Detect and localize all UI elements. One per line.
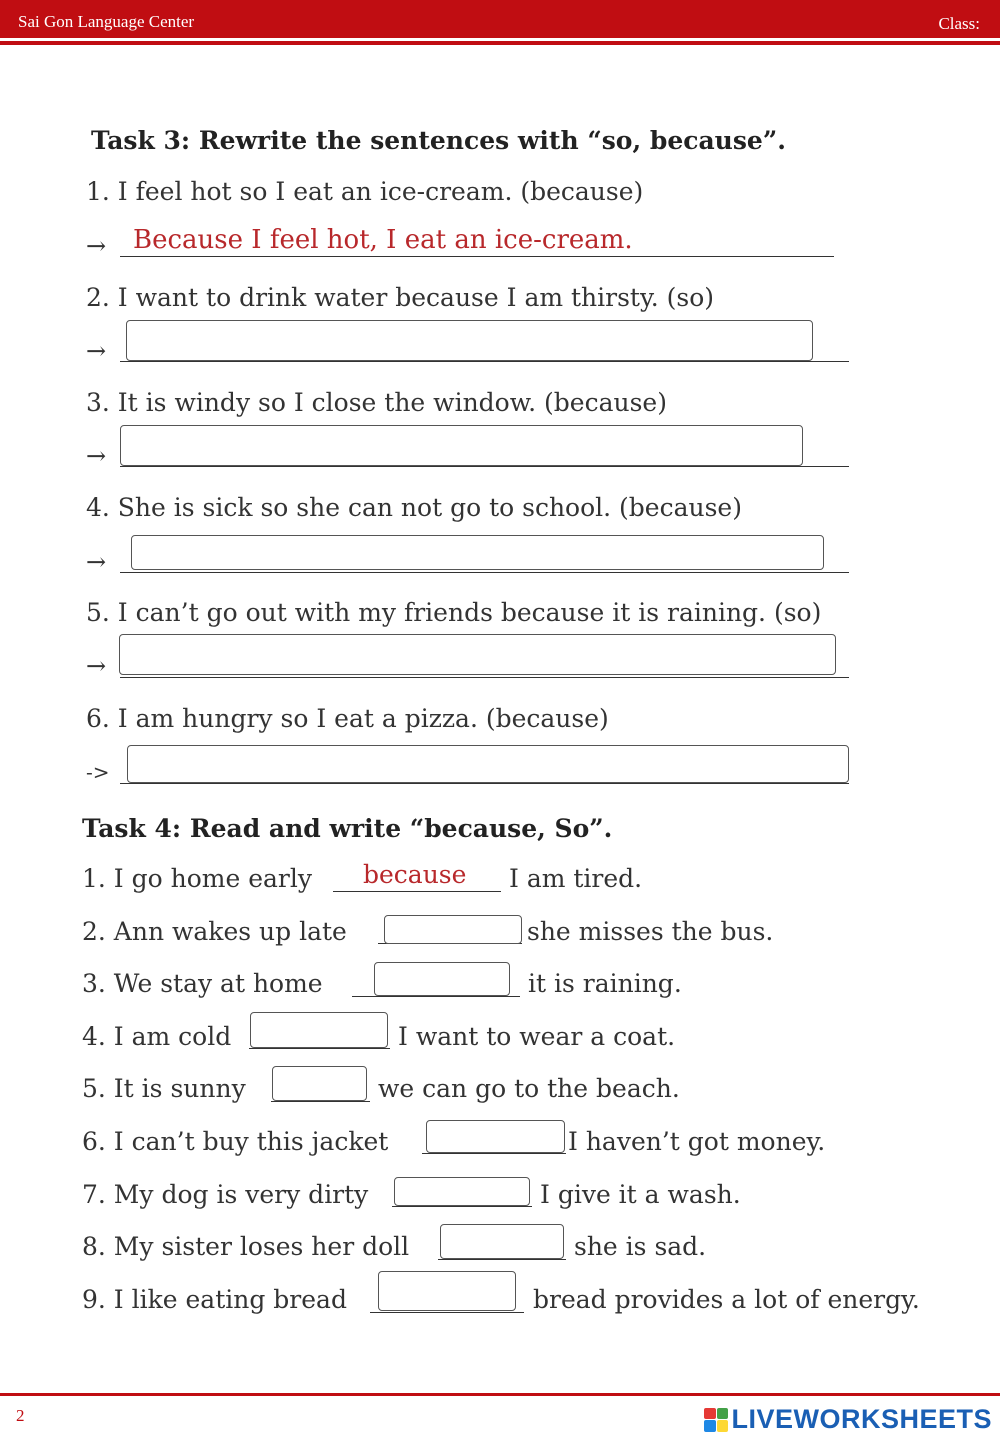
blank-underline (352, 996, 520, 997)
task4-item-6-after: I haven’t got money. (568, 1127, 826, 1156)
task3-answer-box-5[interactable] (119, 634, 836, 675)
page-number: 2 (16, 1406, 25, 1425)
task4-item-5-after: we can go to the beach. (378, 1074, 680, 1103)
header-bar (0, 0, 1000, 38)
task4-answer-box-6[interactable] (426, 1120, 565, 1153)
task4-item-9-before: 9. I like eating bread (82, 1285, 347, 1314)
answer-underline (120, 466, 849, 467)
task4-item-9-after: bread provides a lot of energy. (533, 1285, 920, 1314)
task4-answer-box-9[interactable] (378, 1271, 516, 1311)
task4-item-7-after: I give it a wash. (540, 1180, 741, 1209)
task4-item-5-before: 5. It is sunny (82, 1074, 246, 1103)
arrow-icon: → (86, 442, 107, 470)
task3-title: Task 3: Rewrite the sentences with “so, because”. (91, 126, 786, 155)
task3-item-3: 3. It is windy so I close the window. (because) (86, 388, 667, 417)
brand-logo[interactable] (704, 1404, 992, 1435)
answer-underline (120, 677, 849, 678)
task3-item-6: 6. I am hungry so I eat a pizza. (because) (86, 704, 609, 733)
footer-divider (0, 1393, 1000, 1396)
task4-item-1-before: 1. I go home early (82, 864, 312, 893)
blank-underline (438, 1259, 566, 1260)
task4-item-4-after: I want to wear a coat. (398, 1022, 676, 1051)
blank-underline (249, 1048, 390, 1049)
task3-item-1: 1. I feel hot so I eat an ice-cream. (because) (86, 177, 644, 206)
answer-underline (120, 783, 849, 784)
blank-underline (271, 1101, 370, 1102)
task4-answer-box-5[interactable] (272, 1066, 367, 1101)
task4-item-3-after: it is raining. (528, 969, 682, 998)
task4-item-1-after: I am tired. (509, 864, 643, 893)
task3-example-answer: Because I feel hot, I eat an ice-cream. (133, 225, 633, 255)
task3-item-5: 5. I can’t go out with my friends because it is raining. (so) (86, 598, 822, 627)
task3-answer-box-2[interactable] (126, 320, 813, 361)
task4-answer-box-4[interactable] (250, 1012, 388, 1048)
task4-answer-box-8[interactable] (440, 1224, 564, 1259)
task4-title: Task 4: Read and write “because, So”. (82, 814, 613, 843)
task4-example-answer: because (363, 860, 467, 889)
answer-underline (120, 361, 849, 362)
task4-answer-box-3[interactable] (374, 962, 510, 996)
org-name: Sai Gon Language Center (18, 12, 195, 31)
blank-underline (333, 891, 501, 892)
task3-item-4: 4. She is sick so she can not go to school. (because) (86, 493, 742, 522)
arrow-icon: → (86, 652, 107, 680)
brand-name: LIVEWORKSHEETS (731, 1404, 992, 1434)
task3-item-2: 2. I want to drink water because I am thirsty. (so) (86, 283, 715, 312)
header-divider (0, 41, 1000, 45)
task4-answer-box-7[interactable] (394, 1177, 530, 1206)
arrow-icon: -> (86, 760, 110, 784)
task4-item-6-before: 6. I can’t buy this jacket (82, 1127, 389, 1156)
arrow-icon: → (86, 548, 107, 576)
arrow-icon: → (86, 232, 107, 260)
arrow-icon: → (86, 337, 107, 365)
answer-underline (120, 572, 849, 573)
task4-item-2-after: she misses the bus. (527, 917, 774, 946)
task4-item-3-before: 3. We stay at home (82, 969, 323, 998)
task4-item-8-after: she is sad. (574, 1232, 707, 1261)
task3-answer-box-3[interactable] (120, 425, 803, 466)
task4-item-2-before: 2. Ann wakes up late (82, 917, 347, 946)
brand-mark-icon (704, 1408, 728, 1432)
answer-underline (120, 256, 834, 257)
task4-item-8-before: 8. My sister loses her doll (82, 1232, 410, 1261)
blank-underline (422, 1153, 566, 1154)
task4-item-4-before: 4. I am cold (82, 1022, 232, 1051)
task4-item-7-before: 7. My dog is very dirty (82, 1180, 369, 1209)
blank-underline (392, 1206, 532, 1207)
task3-answer-box-4[interactable] (131, 535, 824, 570)
task4-answer-box-2[interactable] (384, 915, 522, 944)
blank-underline (370, 1312, 524, 1313)
task3-answer-box-6[interactable] (127, 745, 849, 783)
class-label: Class: (938, 14, 980, 33)
